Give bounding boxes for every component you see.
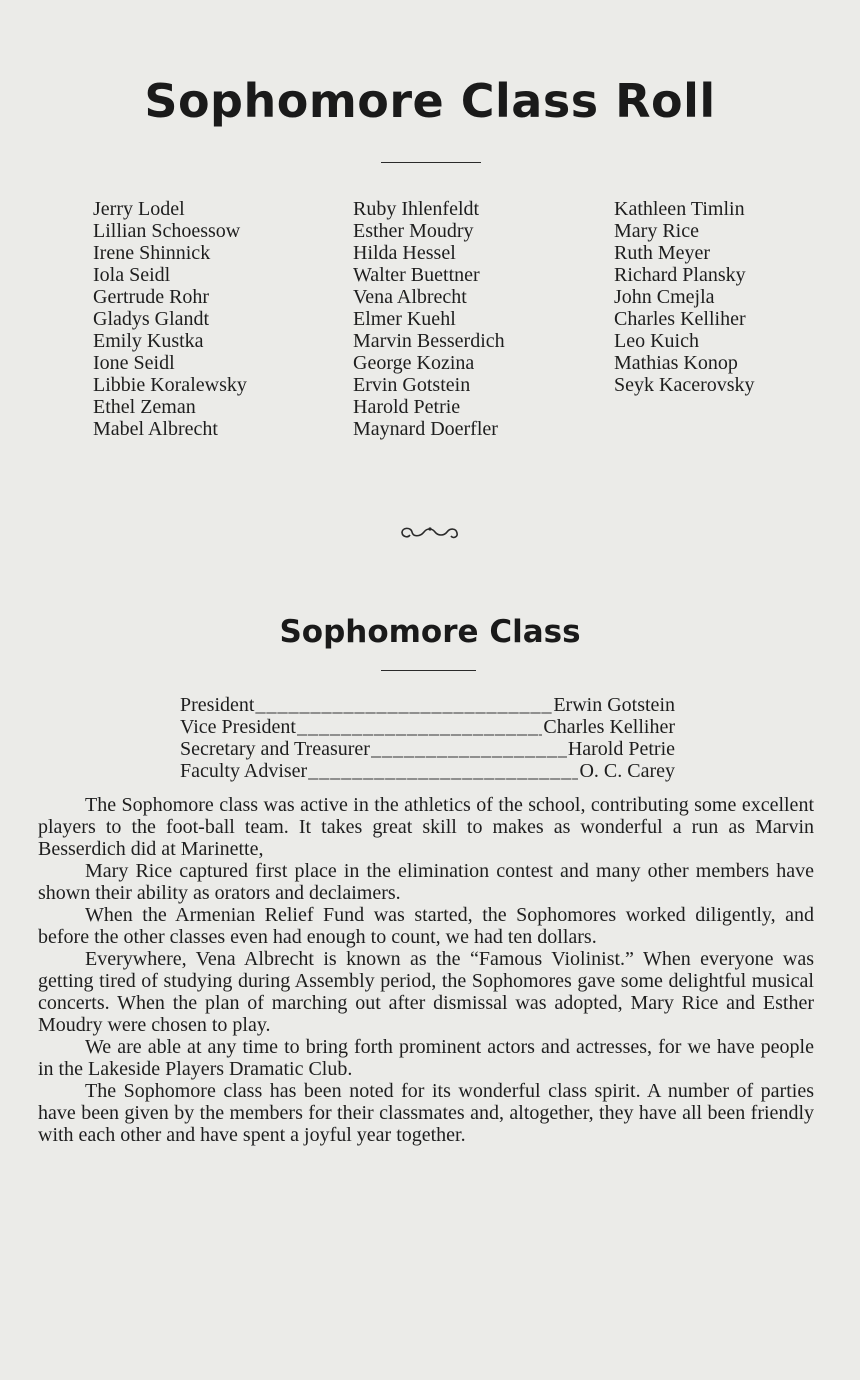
roll-name: Mary Rice	[614, 220, 699, 242]
paragraph: The Sophomore class has been noted for its wonderful class spirit. A number of parties have been given by the members for their classmates and, altogether, they have all been friendly with each other and have spent a joyful year together.	[38, 1080, 814, 1146]
roll-name: Leo Kuich	[614, 330, 699, 352]
roll-name: Ione Seidl	[93, 352, 175, 374]
roll-name: Iola Seidl	[93, 264, 171, 286]
roll-name: Ethel Zeman	[93, 396, 196, 418]
officer-row	[180, 760, 675, 782]
officer-role: President	[180, 694, 255, 716]
roll-name: Gertrude Rohr	[93, 286, 210, 308]
officers-list	[180, 694, 675, 782]
roll-name: Gladys Glandt	[93, 308, 210, 330]
roll-name: Ervin Gotstein	[353, 374, 471, 396]
class-title: Sophomore Class	[279, 614, 581, 650]
dotted-leader	[308, 760, 578, 782]
officer-role: Vice President	[180, 716, 296, 738]
dotted-leader	[371, 738, 567, 760]
paragraph: Mary Rice captured first place in the elimination contest and many other members have shown their ability as orators and declaimers.	[38, 860, 814, 904]
officer-name: O. C. Carey	[579, 760, 675, 782]
roll-name: Marvin Besserdich	[353, 330, 505, 352]
officer-row	[180, 716, 675, 738]
roll-name: Elmer Kuehl	[353, 308, 456, 330]
roll-name: John Cmejla	[614, 286, 715, 308]
roll-column-1	[93, 198, 247, 440]
class-history-text	[38, 794, 814, 1146]
roll-title: Sophomore Class Roll	[144, 74, 716, 128]
roll-name: Richard Plansky	[614, 264, 746, 286]
roll-name: Kathleen Timlin	[614, 198, 745, 220]
paragraph: When the Armenian Relief Fund was started, the Sophomores worked diligently, and before the other classes even had enough to count, we had ten dollars.	[38, 904, 814, 948]
subtitle-underline	[381, 670, 476, 671]
dotted-leader	[297, 716, 542, 738]
roll-name: Esther Moudry	[353, 220, 474, 242]
officer-name: Erwin Gotstein	[553, 694, 675, 716]
roll-name: Walter Buettner	[353, 264, 480, 286]
roll-name: Mathias Konop	[614, 352, 738, 374]
roll-name: Mabel Albrecht	[93, 418, 218, 440]
roll-column-2	[353, 198, 505, 440]
roll-name: Jerry Lodel	[93, 198, 185, 220]
roll-name: Hilda Hessel	[353, 242, 456, 264]
roll-name: George Kozina	[353, 352, 475, 374]
scroll-flourish-icon	[399, 522, 461, 542]
roll-name: Seyk Kacerovsky	[614, 374, 755, 396]
dotted-leader	[255, 694, 552, 716]
officer-role: Faculty Adviser	[180, 760, 308, 782]
roll-name: Vena Albrecht	[353, 286, 467, 308]
officer-name: Charles Kelliher	[543, 716, 675, 738]
officer-name: Harold Petrie	[567, 738, 675, 760]
roll-name: Charles Kelliher	[614, 308, 746, 330]
paragraph: Everywhere, Vena Albrecht is known as the “Famous Violinist.” When everyone was getting tired of studying during Assembly period, the Sophomores gave some delightful musical concerts. When the plan of marching out after dismissal was adopted, Mary Rice and Esther Moudry were chosen to play.	[38, 948, 814, 1036]
roll-name: Ruby Ihlenfeldt	[353, 198, 480, 220]
officer-row	[180, 738, 675, 760]
paragraph: We are able at any time to bring forth prominent actors and actresses, for we have people in the Lakeside Players Dramatic Club.	[38, 1036, 814, 1080]
roll-name: Lillian Schoessow	[93, 220, 241, 242]
paragraph: The Sophomore class was active in the athletics of the school, contributing some excellent players to the foot-ball team. It takes great skill to makes as wonderful a run as Marvin Besserdich did at Marinette,	[38, 794, 814, 860]
roll-name: Ruth Meyer	[614, 242, 711, 264]
roll-name: Libbie Koralewsky	[93, 374, 247, 396]
roll-column-3	[614, 198, 755, 396]
officer-row	[180, 694, 675, 716]
roll-name: Harold Petrie	[353, 396, 461, 418]
title-underline	[381, 162, 481, 163]
roll-name: Irene Shinnick	[93, 242, 211, 264]
officer-role: Secretary and Treasurer	[180, 738, 370, 760]
roll-name: Emily Kustka	[93, 330, 204, 352]
roll-name: Maynard Doerfler	[353, 418, 498, 440]
